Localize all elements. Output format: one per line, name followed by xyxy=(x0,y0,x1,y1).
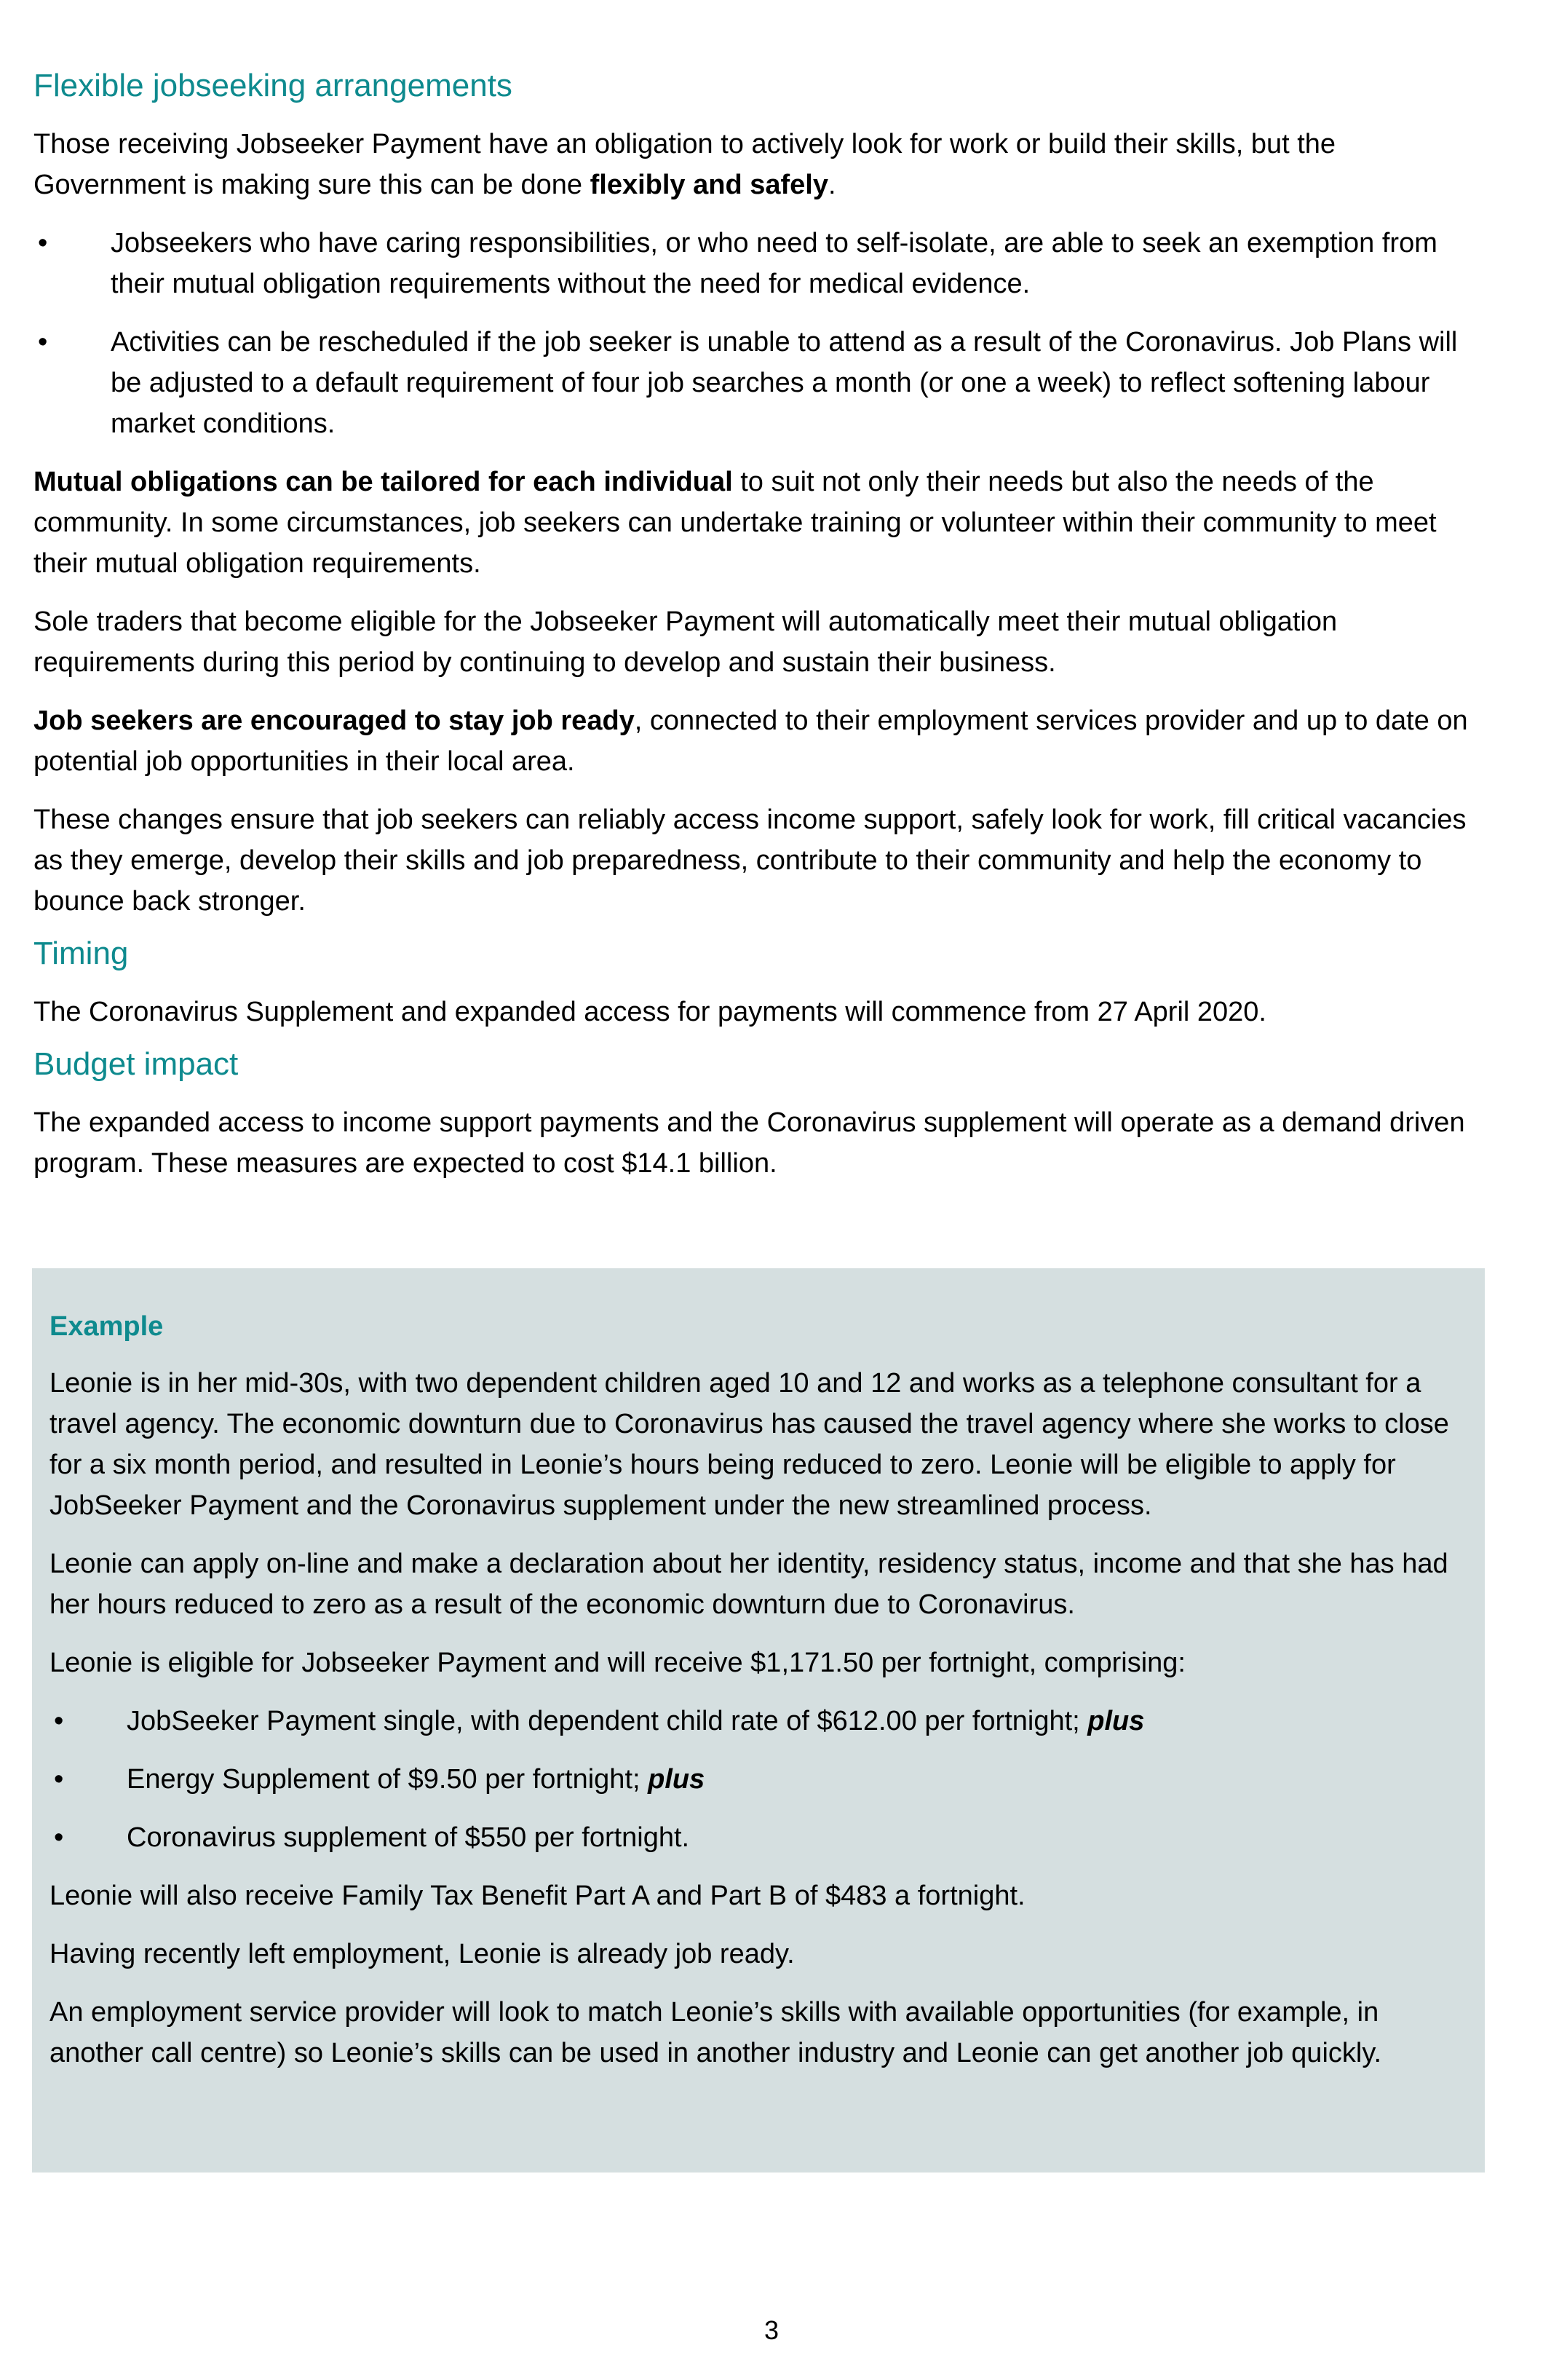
job-ready-text: , connected to their employment services provider and up to date on potential job opportunities in their local area. xyxy=(33,705,1468,777)
bullet-icon: • xyxy=(38,228,48,258)
bullet-icon: • xyxy=(54,1764,64,1795)
example-paragraph-6: An employment service provider will look to match Leonie’s skills with available opportunities (for example, in another call centre) so Leonie’s skills can be used in another industry and Leonie can get another job quickly. xyxy=(49,1997,1382,2068)
bullet-icon: • xyxy=(54,1822,64,1853)
timing-paragraph: The Coronavirus Supplement and expanded access for payments will commence from 27 April 2020. xyxy=(33,997,1266,1027)
bullet-icon: • xyxy=(54,1706,64,1736)
flexible-intro-text: Those receiving Jobseeker Payment have an obligation to actively look for work or build their skills, but the Government is making sure this can be done xyxy=(33,129,1336,200)
changes-paragraph: These changes ensure that job seekers can reliably access income support, safely look for work, fill critical vacancies as they emerge, develop their skills and job preparedness, contribute to their community and help the economy to bounce back stronger. xyxy=(33,804,1467,917)
budget-paragraph: The expanded access to income support payments and the Coronavirus supplement will operate as a demand driven program. These measures are expected to cost $14.1 billion. xyxy=(33,1107,1465,1179)
job-ready-bold: Job seekers are encouraged to stay job ready xyxy=(33,705,635,736)
bullet-text: JobSeeker Payment single, with dependent child rate of $612.00 per fortnight; xyxy=(127,1706,1088,1736)
page-number: 3 xyxy=(763,2315,780,2345)
document-body xyxy=(33,64,1489,1201)
flexible-intro-bold: flexibly and safely xyxy=(590,170,828,200)
example-paragraph-3: Leonie is eligible for Jobseeker Payment and will receive $1,171.50 per fortnight, comprising: xyxy=(49,1648,1186,1678)
example-heading: Example xyxy=(49,1311,164,1342)
example-paragraph-1: Leonie is in her mid-30s, with two dependent children aged 10 and 12 and works as a telephone consultant for a travel agency. The economic downturn due to Coronavirus has caused the travel agency where she works to close for a six month period, and resulted in Leonie’s hours being reduced to zero. Leonie will be eligible to apply for JobSeeker Payment and the Coronavirus supplement under the new streamlined process. xyxy=(49,1368,1449,1521)
job-ready-paragraph xyxy=(33,700,1489,782)
bullet-text: Energy Supplement of $9.50 per fortnight; xyxy=(127,1764,648,1795)
heading-flexible-jobseeking: Flexible jobseeking arrangements xyxy=(33,68,512,103)
example-paragraph-2: Leonie can apply on-line and make a declaration about her identity, residency status, income and that she has had her hours reduced to zero as a result of the economic downturn due to Coronavirus. xyxy=(49,1549,1448,1620)
bullet-text: Activities can be rescheduled if the job seeker is unable to attend as a result of the Coronavirus. Job Plans will be adjusted to a default requirement of four job searches a month (or one a week) to reflect softening labour market conditions. xyxy=(111,327,1458,439)
bullet-emphasis: plus xyxy=(1087,1706,1145,1736)
bullet-text: Coronavirus supplement of $550 per fortnight. xyxy=(127,1822,690,1853)
list-item xyxy=(49,1817,1466,1858)
example-paragraph-5: Having recently left employment, Leonie is already job ready. xyxy=(49,1939,795,1969)
bullet-icon: • xyxy=(38,327,48,357)
list-item xyxy=(33,322,1489,444)
list-item xyxy=(49,1759,1466,1800)
bullet-text: Jobseekers who have caring responsibilities, or who need to self-isolate, are able to seek an exemption from their mutual obligation requirements without the need for medical evidence. xyxy=(111,228,1437,299)
mutual-obligations-bold: Mutual obligations can be tailored for each individual xyxy=(33,467,733,497)
example-bullet-list xyxy=(49,1701,1466,1858)
example-box xyxy=(32,1268,1485,2173)
flexible-intro-end: . xyxy=(828,170,836,200)
example-paragraph-4: Leonie will also receive Family Tax Benefit Part A and Part B of $483 a fortnight. xyxy=(49,1881,1026,1911)
list-item xyxy=(49,1701,1466,1741)
flexible-bullet-list xyxy=(33,223,1489,444)
heading-budget-impact: Budget impact xyxy=(33,1046,239,1082)
flexible-intro-paragraph xyxy=(33,124,1489,205)
sole-traders-paragraph: Sole traders that become eligible for the Jobseeker Payment will automatically meet their mutual obligation requirements during this period by continuing to develop and sustain their business. xyxy=(33,606,1338,678)
list-item xyxy=(33,223,1489,304)
mutual-obligations-paragraph xyxy=(33,462,1489,584)
heading-timing: Timing xyxy=(33,936,129,971)
mutual-obligations-text: to suit not only their needs but also the needs of the community. In some circumstances, job seekers can undertake training or volunteer within their community to meet their mutual obligation requirements. xyxy=(33,467,1437,579)
bullet-emphasis: plus xyxy=(648,1764,705,1795)
